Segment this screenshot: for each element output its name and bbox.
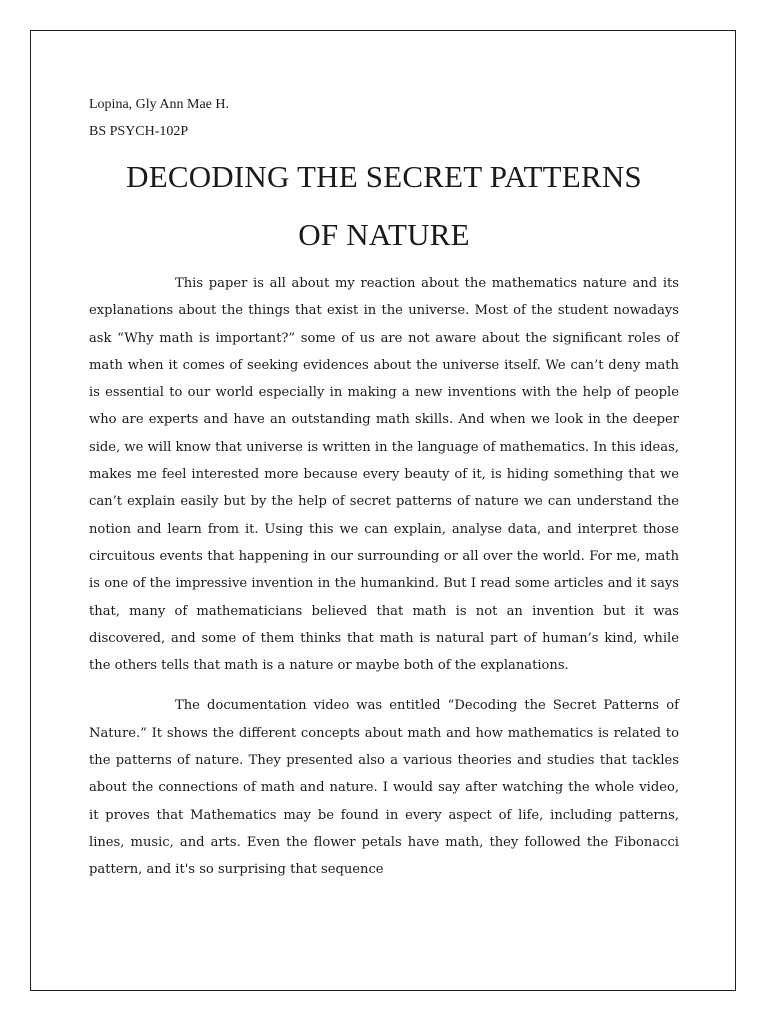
document-content: [89, 91, 679, 897]
document-title: [89, 148, 679, 264]
document-page: [30, 30, 736, 991]
body-paragraph-2: The documentation video was entitled “Decoding the Secret Patterns of Nature.” It shows the different concepts about math and how mathematics is related to the patterns of nature. They presented also a various theories and studies that tackles about the connections of math and nature. I would say after watching the whole video, it proves that Mathematics may be found in every aspect of life, including patterns, lines, music, and arts. Even the flower petals have math, they followed the Fibonacci pattern, and it's so surprising that sequence: [89, 698, 679, 878]
body-paragraph-1: This paper is all about my reaction about the mathematics nature and its explanations about the things that exist in the universe. Most of the student nowadays ask “Why math is important?” some of us are not aware about the significant roles of math when it comes of seeking evidences about the universe itself. We can’t deny math is essential to our world especially in making a new inventions with the help of people who are experts and have an outstanding math skills. And when we look in the deeper side, we will know that universe is written in the language of mathematics. In this ideas, makes me feel interested more because every beauty of it, is hiding something that we can’t explain easily but by the help of secret patterns of nature we can understand the notion and learn from it. Using this we can explain, analyse data, and interpret those circuitous events that happening in our surrounding or all over the world. For me, math is one of the impressive invention in the humankind. But I read some articles and it says that, many of mathematicians believed that math is not an invention but it was discovered, and some of them thinks that math is natural part of human’s kind, while the others tells that math is a nature or maybe both of the explanations.: [89, 276, 679, 674]
title-line-1: DECODING THE SECRET PATTERNS: [126, 159, 642, 194]
title-line-2: OF NATURE: [298, 217, 470, 252]
course-section: BS PSYCH-102P: [89, 124, 189, 139]
author-name: Lopina, Gly Ann Mae H.: [89, 97, 229, 112]
